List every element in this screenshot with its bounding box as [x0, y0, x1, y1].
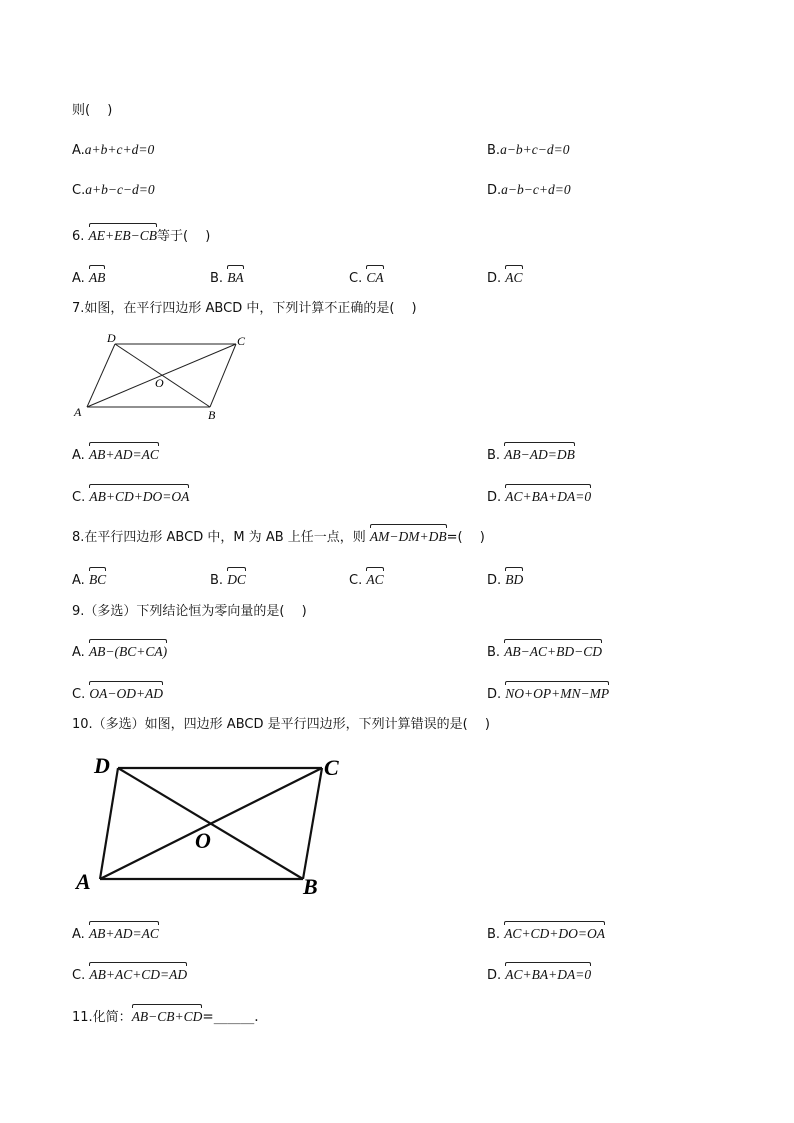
q10-label-a: A	[76, 869, 91, 894]
q8-option-d: D. BD	[487, 566, 523, 590]
q7-option-c: C. AB+CD+DO=OA	[72, 483, 189, 507]
q7-label-a: A	[74, 405, 82, 419]
q10-edge-da	[100, 768, 118, 879]
q10-diagonal-db	[118, 768, 303, 879]
q8-option-c: C. AC	[349, 566, 384, 590]
q9-stem: 9.（多选）下列结论恒为零向量的是( )	[72, 604, 307, 619]
q6-option-d: D. AC	[487, 264, 523, 288]
q10-parallelogram-figure	[70, 748, 360, 900]
q7-label-c: C	[237, 334, 246, 348]
q9-option-d: D. NO+OP+MN−MP	[487, 680, 609, 704]
q10-stem: 10.（多选）如图，四边形 ABCD 是平行四边形，下列计算错误的是( )	[72, 717, 490, 732]
q5-option-a-expr: a+b+c+d=0	[84, 142, 155, 157]
q10-option-c: C. AB+AC+CD=AD	[72, 961, 187, 985]
q9-option-c: C. OA−OD+AD	[72, 680, 163, 704]
q10-label-c: C	[324, 755, 339, 780]
q9-option-b: B. AB−AC+BD−CD	[487, 638, 602, 662]
q8-option-b: B. DC	[210, 566, 246, 590]
q7-label-d: D	[107, 331, 116, 345]
q5-option-d-expr: a−b−c+d=0	[501, 182, 571, 197]
q8-stem-expr: AM−DM+DB	[370, 523, 447, 546]
q7-parallelogram-figure	[70, 330, 260, 425]
q5-option-a: A.a+b+c+d=0	[72, 142, 155, 158]
q6-option-a: A. AB	[72, 264, 105, 288]
q11-stem: 11.化简：AB−CB+CD=______.	[72, 1003, 259, 1027]
q10-label-d: D	[94, 753, 110, 778]
q5-option-c-expr: a+b−c−d=0	[85, 182, 155, 197]
q6-option-c: C. CA	[349, 264, 384, 288]
q5-option-d: D.a−b−c+d=0	[487, 182, 571, 198]
q7-edge-da	[87, 344, 115, 407]
q11-stem-expr: AB−CB+CD	[132, 1003, 203, 1026]
q5-stem: 则( )	[72, 103, 113, 118]
q10-option-a: A. AB+AD=AC	[72, 920, 159, 944]
q7-option-a: A. AB+AD=AC	[72, 441, 159, 465]
q10-edge-bc	[303, 768, 322, 879]
q7-label-o: O	[155, 376, 164, 390]
q5-option-b: B.a−b+c−d=0	[487, 142, 570, 158]
q7-option-d: D. AC+BA+DA=0	[487, 483, 591, 507]
q6-stem: 6. AE+EB−CB等于( )	[72, 222, 210, 246]
q6-stem-expr: AE+EB−CB	[89, 222, 157, 245]
q7-label-b: B	[208, 408, 216, 422]
q7-stem: 7.如图，在平行四边形 ABCD 中，下列计算不正确的是( )	[72, 301, 417, 316]
q10-option-d: D. AC+BA+DA=0	[487, 961, 591, 985]
q10-label-o: O	[195, 828, 211, 853]
q6-option-b: B. BA	[210, 264, 244, 288]
q7-option-b: B. AB−AD=DB	[487, 441, 575, 465]
q10-label-b: B	[303, 874, 318, 899]
q8-stem: 8.在平行四边形 ABCD 中，M 为 AB 上任一点，则 AM−DM+DB=( )	[72, 523, 485, 547]
q5-option-b-expr: a−b+c−d=0	[500, 142, 570, 157]
q5-option-c: C.a+b−c−d=0	[72, 182, 155, 198]
q8-option-a: A. BC	[72, 566, 106, 590]
q9-option-a: A. AB−(BC+CA)	[72, 638, 167, 662]
q10-option-b: B. AC+CD+DO=OA	[487, 920, 605, 944]
